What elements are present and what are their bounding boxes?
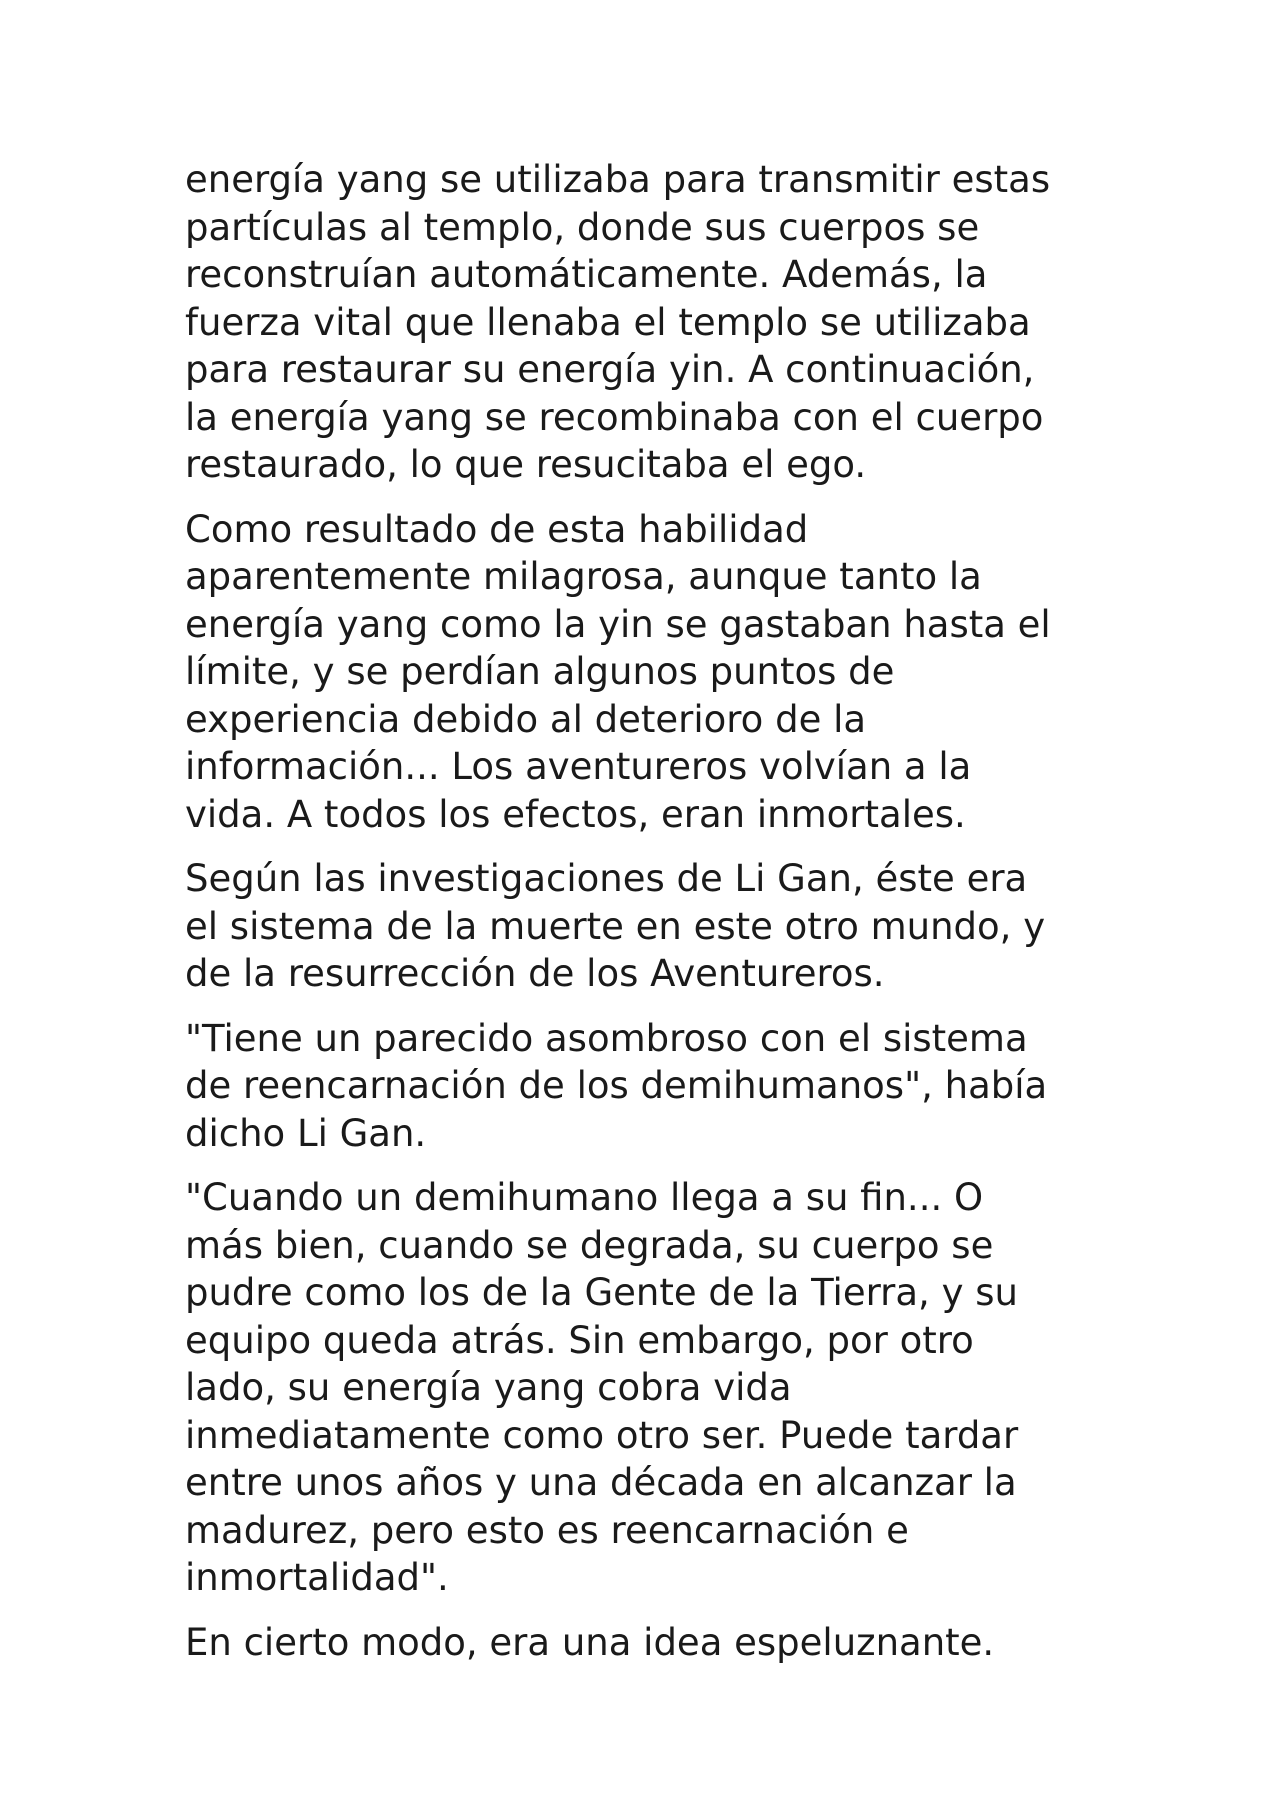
text-line: entre unos años y una década en alcanzar la bbox=[185, 1461, 1017, 1504]
text-line: dicho Li Gan. bbox=[185, 1111, 427, 1155]
text-line: lado, su energía yang cobra vida bbox=[185, 1366, 792, 1409]
text-line: Según las investigaciones de Li Gan, éste era bbox=[185, 857, 1028, 900]
text-line: fuerza vital que llenaba el templo se utilizaba bbox=[185, 300, 1031, 344]
text-line: energía yang como la yin se gastaban hasta el bbox=[185, 602, 1051, 646]
text-line: para restaurar su energía yin. A continuación, bbox=[185, 348, 1035, 391]
text-line: aparentemente milagrosa, aunque tanto la bbox=[185, 555, 982, 598]
paragraph-4 bbox=[185, 1015, 1125, 1158]
text-line: equipo queda atrás. Sin embargo, por otro bbox=[185, 1318, 974, 1362]
text-line: pudre como los de la Gente de la Tierra, y su bbox=[185, 1271, 1018, 1314]
text-line: restaurado, lo que resucitaba el ego. bbox=[185, 443, 867, 486]
text-line: límite, y se perdían algunos puntos de bbox=[185, 650, 895, 693]
text-line: Como resultado de esta habilidad bbox=[185, 507, 809, 551]
paragraph-3 bbox=[185, 855, 1125, 998]
paragraph-2 bbox=[185, 506, 1125, 839]
text-line: reconstruían automáticamente. Además, la bbox=[185, 253, 988, 296]
text-line: "Cuando un demihumano llega a su fin... O bbox=[185, 1176, 984, 1219]
paragraph-6 bbox=[185, 1619, 1125, 1667]
text-line: la energía yang se recombinaba con el cuerpo bbox=[185, 395, 1044, 439]
text-line: vida. A todos los efectos, eran inmortales. bbox=[185, 792, 966, 836]
text-line: el sistema de la muerte en este otro mundo, y bbox=[185, 904, 1046, 948]
text-line: partículas al templo, donde sus cuerpos se bbox=[185, 205, 980, 249]
text-line: información... Los aventureros volvían a la bbox=[185, 745, 972, 788]
text-line: de reencarnación de los demihumanos", había bbox=[185, 1064, 1048, 1107]
text-line: inmortalidad". bbox=[185, 1556, 449, 1599]
text-line: madurez, pero esto es reencarnación e bbox=[185, 1508, 909, 1552]
paragraph-1 bbox=[185, 156, 1125, 489]
document-page bbox=[185, 156, 1125, 1666]
text-line: "Tiene un parecido asombroso con el sistema bbox=[185, 1016, 1028, 1060]
text-line: inmediatamente como otro ser. Puede tardar bbox=[185, 1413, 1019, 1457]
text-line: En cierto modo, era una idea espeluznante. bbox=[185, 1620, 995, 1664]
text-line: de la resurrección de los Aventureros. bbox=[185, 952, 885, 995]
text-line: energía yang se utilizaba para transmitir estas bbox=[185, 158, 1051, 201]
paragraph-5 bbox=[185, 1174, 1125, 1602]
text-line: experiencia debido al deterioro de la bbox=[185, 697, 867, 741]
text-line: más bien, cuando se degrada, su cuerpo se bbox=[185, 1223, 994, 1267]
